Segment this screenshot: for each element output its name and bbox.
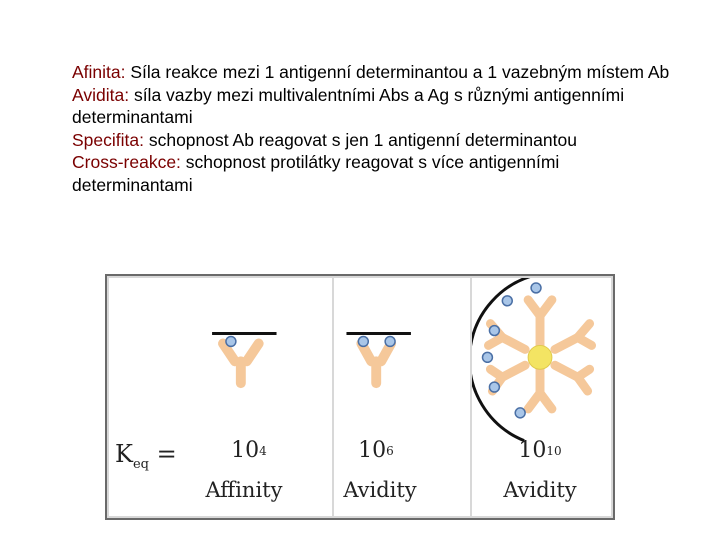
term-affinity: Afinita:: [72, 62, 126, 82]
term-specificity: Specifita:: [72, 129, 144, 150]
term-cross-reaction: Cross-reakce:: [72, 152, 181, 172]
affinity-avidity-figure: [105, 274, 615, 520]
definition-cross-reaction: [72, 151, 682, 196]
keq-value-affinity: $10^4$: [231, 438, 267, 463]
epitope-icon: [226, 337, 236, 347]
epitope-icon: [385, 337, 395, 347]
panel-affinity: [109, 278, 332, 516]
epitope-icon: [515, 408, 525, 418]
epitope-icon: [502, 296, 512, 306]
definition-affinity: [72, 61, 682, 84]
panel-avidity-multivalent: [472, 278, 611, 516]
antibody-icon: [223, 343, 259, 383]
epitope-icon: [489, 326, 499, 336]
label-avidity-bivalent: Avidity: [343, 478, 417, 502]
panel-avidity-bivalent: [334, 278, 470, 516]
definitions-text: [72, 61, 682, 196]
keq-value-avidity-bivalent: $10^6$: [358, 438, 394, 463]
antibody-icon: [361, 343, 391, 383]
definition-affinity-text: Síla reakce mezi 1 antigenní determinantou a 1 vazebným místem Ab: [125, 62, 670, 82]
keq-label: $K_{eq}$ =: [115, 440, 177, 472]
label-affinity: Affinity: [205, 478, 283, 502]
epitope-icon: [358, 337, 368, 347]
definition-specificity: [72, 129, 682, 152]
definition-avidity-text: síla vazby mezi multivalentními Abs a Ag s různými antigenními determinantami: [72, 84, 625, 127]
definition-avidity: [72, 84, 682, 129]
definition-specificity-text: schopnost Ab reagovat s jen 1 antigenní determinantou: [143, 129, 577, 150]
epitope-icon: [489, 382, 499, 392]
label-avidity-multivalent: Avidity: [503, 478, 577, 502]
definition-cross-reaction-text: schopnost protilátky reagovat s více antigenními determinantami: [72, 152, 560, 195]
term-avidity: Avidita:: [72, 84, 130, 105]
core-icon: [528, 345, 552, 369]
keq-value-avidity-multivalent: $10^{10}$: [518, 438, 562, 463]
epitope-icon: [531, 283, 541, 293]
epitope-icon: [482, 352, 492, 362]
